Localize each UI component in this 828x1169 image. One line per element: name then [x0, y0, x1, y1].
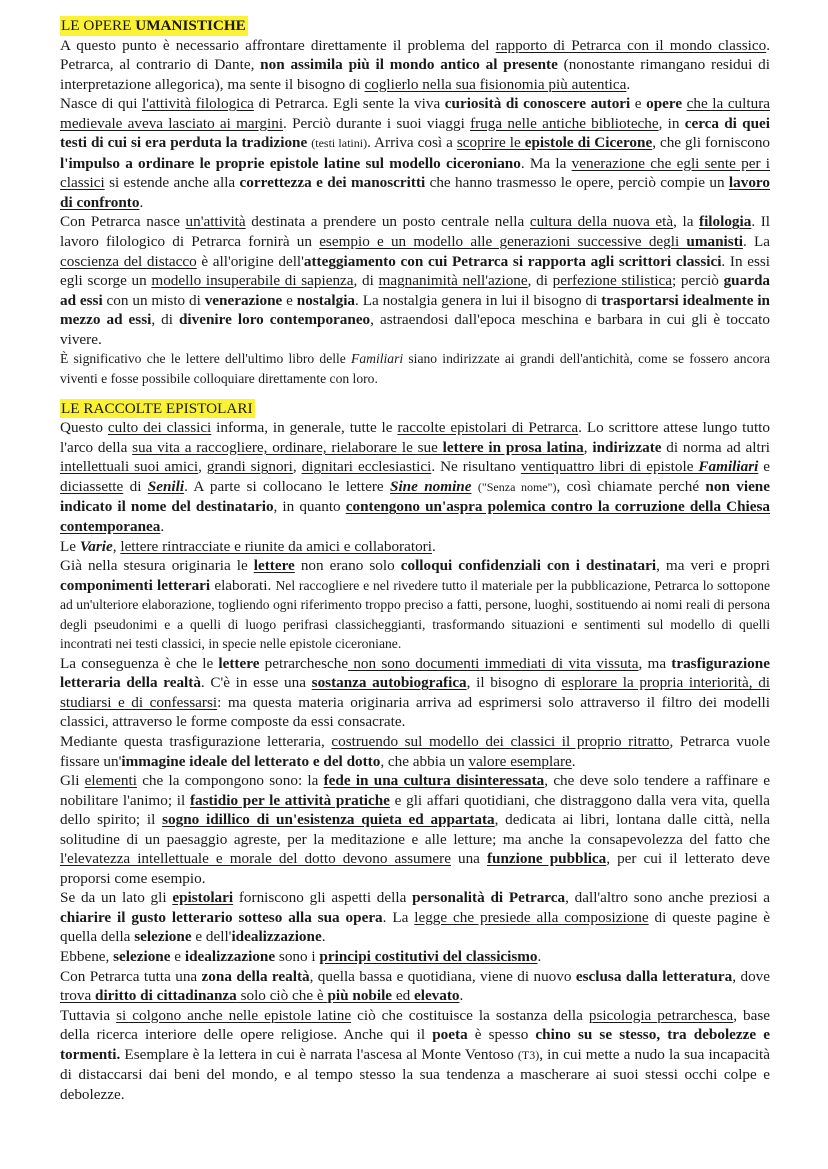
text-run: raccolte epistolari di Petrarca [397, 419, 579, 437]
text-run: (nonostante rimangano residui di interpretazione allegorica), ma sente il bisogno di [60, 56, 770, 93]
text-run: Nel raccogliere e nel rivedere tutto il materiale per la pubblicazione, Petrarca lo sottopone ad un'ulteriore elaborazione, togliendo ogni riferimento troppo preciso a fatti, persone, luoghi, sostituendo ai nomi reali di persona degli pseudonimi e a quelli di luogo perifrasi classicheggianti, trasformando situazioni e sentimenti sul modello di quelli incontrati nei testi classici, in specie nelle epistole ciceroniane. [60, 577, 770, 652]
text-run: epistolari [172, 889, 234, 907]
text-run: idealizzazione [184, 948, 276, 966]
text-run: cerca di quei testi di cui si era perduta la tradizione [60, 114, 770, 152]
text-run: , che abbia un [380, 752, 469, 770]
text-run: Esemplare è la lettera in cui è narrata l'ascesa al Monte Ventoso [120, 1045, 518, 1063]
section-heading: LE RACCOLTE EPISTOLARI [61, 399, 253, 417]
text-run: che la compongono sono: la [136, 772, 324, 790]
paragraph [60, 654, 770, 732]
text-run: . In essi egli scorge un [60, 252, 770, 290]
text-run: coscienza del distacco [60, 252, 197, 270]
text-run: Ebbene, [60, 948, 114, 966]
paragraph [60, 1006, 770, 1105]
text-run: Varie [79, 537, 113, 555]
text-run: psicologia petrarchesca [588, 1006, 734, 1024]
text-run: costruendo sul modello dei classici il proprio ritratto [331, 733, 670, 750]
text-run: . [321, 928, 326, 946]
text-run: siano indirizzate ai grandi dell'antichità, come se fossero ancora viventi e fosse possibile colloquiare direttamente con loro. [60, 351, 770, 386]
text-run: Familiari [351, 351, 404, 367]
text-run: informa, in generale, tutte le [211, 419, 398, 437]
text-run: . [139, 193, 144, 211]
text-run: destinata a prendere un posto centrale nella [245, 213, 530, 231]
text-run: , che gli forniscono [652, 134, 771, 152]
text-run: Familiari [698, 458, 759, 476]
text-run: : ma questa materia originaria arriva ad esprimersi solo attraverso il filtro dei modelli classici, attraverso le forme composte da essi consacrate. [60, 693, 771, 731]
text-run: ciò che costituisce la sostanza della [351, 1006, 589, 1024]
text-run: trasfigurazione letteraria della realtà [60, 654, 770, 692]
text-run: . Arriva così a [367, 134, 457, 152]
text-run: elaborati. [210, 576, 276, 594]
paragraph [60, 771, 770, 888]
text-run: , ma [638, 654, 672, 672]
text-run: di Petrarca. Egli sente la viva [253, 95, 445, 113]
text-run: A questo punto è necessario affrontare direttamente il problema del [60, 36, 496, 54]
text-run: . Petrarca, al contrario di Dante, [60, 36, 770, 74]
text-run: chiarire il gusto letterario sotteso alla sua opera [60, 908, 383, 926]
text-run: Con Petrarca nasce [60, 213, 186, 231]
text-run: Le [60, 537, 80, 555]
paragraph [60, 212, 770, 349]
text-run: una [450, 850, 487, 868]
text-run: , [112, 537, 121, 555]
text-run: . C'è in esse una [200, 674, 312, 692]
text-run: lettere rintracciate e riunite da amici e collaboratori [120, 537, 432, 555]
text-run: di queste pagine è quella della [60, 908, 770, 946]
paragraph [60, 94, 770, 212]
text-run: sono i [275, 948, 320, 966]
text-run: . [160, 517, 165, 535]
text-run: si colgono anche nelle epistole latine [116, 1006, 352, 1024]
paragraph [60, 888, 770, 947]
text-run: valore esemplare [468, 752, 572, 770]
text-run: . [431, 537, 436, 555]
text-run: . Ma la [520, 154, 572, 172]
text-run: con un misto di [102, 291, 205, 309]
paragraph [60, 349, 770, 387]
text-run: zona della realtà [201, 967, 310, 985]
text-run: . Ne risultano [431, 458, 521, 476]
text-run: solo ciò che è [236, 987, 328, 1005]
text-run: , dove [732, 967, 770, 985]
text-run: che hanno trasmesso le opere, perciò compie un [425, 174, 729, 192]
text-run: componimenti letterari [60, 576, 211, 594]
text-run: Sine nomine [390, 477, 472, 495]
text-run: , di [151, 311, 179, 329]
text-run: sogno idillico di un'esistenza quieta ed appartata [162, 811, 495, 829]
text-run: Nasce di qui [60, 95, 142, 113]
paragraph [60, 418, 770, 536]
text-run: petrarchesche [259, 654, 349, 672]
text-run: è all'origine dell' [196, 252, 304, 270]
text-run: immagine ideale del letterato e del dotto [121, 752, 381, 770]
text-run: diritto di cittadinanza [95, 987, 237, 1005]
text-run: . Perciò durante i suoi viaggi [283, 114, 471, 132]
text-run: , dedicata ai libri, lontana dalle città, nella solitudine di un paesaggio agreste, per la meditazione e alle letture; ma anche la consapevolezza del fatto che [60, 811, 771, 848]
text-run: coglierlo nella sua fisionomia più autentica [364, 75, 627, 93]
text-run: poeta [432, 1026, 468, 1044]
text-run: . Lo scrittore attese lungo tutto l'arco della [60, 419, 770, 456]
paragraph [60, 36, 770, 95]
text-run: e [758, 458, 771, 476]
text-run: forniscono gli aspetti della [233, 889, 413, 907]
text-run: fastidio per le attività pratiche [189, 791, 390, 809]
text-run: . La nostalgia genera in lui il bisogno di [355, 291, 602, 309]
text-run: esplorare la propria interiorità, di studiarsi e di confessarsi [60, 674, 771, 711]
text-run: esclusa dalla letteratura [575, 967, 733, 985]
text-run: nostalgia [296, 291, 356, 309]
text-run: Mediante questa trasfigurazione letteraria, [60, 733, 332, 750]
text-run: diciassette [60, 477, 124, 495]
text-run: ventiquattro libri di epistole [520, 458, 699, 476]
section-heading: LE OPERE UMANISTICHE [61, 17, 246, 34]
paragraph [60, 732, 770, 771]
text-run: cultura della nuova età [529, 213, 674, 231]
text-run: , il bisogno di [466, 674, 562, 692]
text-run: Se da un lato gli [60, 889, 173, 907]
text-run: l'impulso a ordinare le proprie epistole latine sul modello ciceroniano [60, 154, 521, 172]
text-run: atteggiamento con cui Petrarca si rapporta agli scrittori classici [303, 252, 722, 270]
text-run: indirizzate [592, 438, 662, 456]
section-raccolte-epistolari [60, 399, 770, 1105]
text-run: venerazione [204, 291, 283, 309]
text-run: , Petrarca vuole fissare un' [60, 733, 770, 770]
text-run: , quella bassa e quotidiana, viene di nuovo [309, 967, 576, 985]
text-run: un'attività [185, 213, 246, 231]
paragraph [60, 947, 770, 967]
text-run: . La [742, 233, 770, 251]
text-run: Questo [60, 419, 108, 437]
text-run: colloqui confidenziali con i destinatari [400, 557, 657, 575]
text-run: e [170, 948, 185, 966]
text-run: , in quanto [273, 498, 346, 516]
text-run: umanisti [686, 233, 743, 251]
text-run: , in [658, 114, 685, 132]
text-run: non viene indicato il nome del destinatario [60, 477, 770, 516]
text-run: , di [527, 272, 553, 290]
text-run: , astraendosi dall'epoca meschina e barbara in cui gli è toccato vivere. [60, 311, 770, 348]
text-run: e dell' [191, 928, 232, 946]
text-run: si estende anche alla [104, 174, 240, 192]
text-run: (testi latini) [311, 136, 368, 151]
text-run: personalità di Petrarca [412, 889, 566, 907]
section-opere-umanistiche [60, 16, 770, 388]
text-run: grandi signori [206, 458, 293, 476]
paragraph [60, 967, 770, 1006]
text-run: . [571, 752, 576, 770]
text-run: sostanza autobiografica [311, 674, 467, 692]
text-run: più nobile [327, 987, 393, 1005]
text-run: , di [353, 272, 379, 290]
text-run: , base della ricerca interiore delle opere religiose. Anche qui il [60, 1006, 770, 1044]
text-run: Senili [147, 477, 185, 495]
text-run: selezione [134, 928, 192, 946]
text-run: dignitari ecclesiastici [301, 458, 432, 476]
text-run: La conseguenza è che le [60, 654, 219, 672]
text-run: curiosità di conoscere autori [444, 95, 631, 113]
text-run: fede in una cultura disinteressata [323, 772, 545, 790]
text-run: rapporto di Petrarca con il mondo classico [495, 36, 767, 54]
text-run: lettere in prosa latina [442, 438, 584, 456]
text-run: intellettuali suoi amici [60, 458, 199, 476]
text-run: lettere [218, 654, 260, 672]
text-run: divenire loro contemporaneo [178, 311, 371, 329]
text-run: e gli affari quotidiani, che distraggono dalla vera vita, quella dello spirito; il [60, 791, 770, 829]
text-run: , [292, 458, 302, 476]
text-run: elevato [413, 987, 460, 1005]
text-run: , per cui il letterato deve proporsi come esempio. [60, 850, 770, 887]
text-run: ed [392, 987, 414, 1005]
text-run: , [198, 458, 207, 476]
text-run: Tuttavia [60, 1006, 117, 1024]
text-run: , [583, 438, 593, 456]
text-run: venerazione che egli sente per i classici [60, 154, 770, 192]
text-run: epistole di Cicerone [524, 134, 653, 152]
text-run: , la [673, 213, 700, 231]
text-run: . Il lavoro filologico di Petrarca fornirà un [60, 213, 771, 251]
text-run: . [459, 987, 464, 1005]
text-run: non erano solo [294, 557, 401, 575]
text-run: legge che presiede alla composizione [414, 908, 649, 926]
text-run: . A parte si collocano le lettere [184, 477, 391, 495]
text-run: , che deve solo tendere a raffinare e nobilitare l'animo; il [60, 772, 770, 809]
text-run: chino su se stesso, tra debolezze e tormenti. [60, 1026, 770, 1063]
text-run: funzione pubblica [486, 850, 607, 868]
text-run: , così chiamate perché [556, 477, 706, 495]
text-run: di norma ad altri [661, 438, 771, 456]
text-run: principi costitutivi del classicismo [319, 948, 538, 966]
text-run: di [123, 477, 148, 495]
text-run: lettere [253, 557, 295, 575]
text-run: Già nella stesura originaria le [60, 557, 254, 575]
text-run: scoprire le [456, 134, 525, 152]
text-run: perfezione stilistica [552, 272, 673, 290]
paragraph [60, 556, 770, 654]
text-run: contengono un'aspra polemica contro la corruzione della Chiesa contemporanea [60, 498, 770, 535]
text-run: esempio e un modello alle generazioni successive degli [319, 233, 687, 251]
text-run: . [626, 75, 631, 93]
text-run: Con Petrarca tutta una [60, 967, 202, 985]
text-run: , in cui mette a nudo la sua incapacità di distaccarsi dai beni del mondo, e al tempo stesso la sua tendenza a mascherare ai suoi stessi occhi colpe e debolezze. [60, 1045, 770, 1103]
text-run: selezione [113, 948, 171, 966]
text-run: idealizzazione [231, 928, 322, 946]
text-run: trasportarsi idealmente in mezzo ad essi [60, 291, 771, 329]
text-run: e [282, 291, 297, 309]
text-run: correttezza e dei manoscritti [239, 174, 426, 192]
text-run: Gli [60, 772, 85, 790]
text-run: non sono documenti immediati di vita vissuta [348, 654, 639, 672]
text-run: fruga nelle antiche biblioteche [470, 114, 659, 132]
text-run: è spesso [467, 1026, 536, 1044]
text-run: magnanimità nell'azione [378, 272, 528, 290]
text-run: ; perciò [672, 272, 724, 290]
text-run: , dall'altro sono anche preziosi a [565, 889, 770, 907]
text-run: elementi [84, 772, 137, 790]
text-run: , ma veri e propri [656, 557, 770, 575]
text-run: lavoro di confronto [60, 174, 770, 211]
text-run: non assimila più il mondo antico al presente [260, 56, 558, 74]
text-run: sua vita a raccogliere, ordinare, rielaborare le sue [132, 438, 443, 456]
text-run: e [630, 95, 647, 113]
text-run: filologia [699, 213, 752, 231]
text-run: trova [60, 987, 96, 1005]
text-run: guarda ad essi [60, 272, 770, 309]
text-run: opere [646, 95, 683, 113]
text-run: l'attività filologica [142, 95, 254, 113]
paragraph [60, 537, 770, 557]
text-run: È significativo che le lettere dell'ultimo libro delle [60, 351, 352, 367]
text-run: ("Senza nome") [477, 479, 557, 494]
text-run: l'elevatezza intellettuale e morale del dotto devono assumere [60, 850, 451, 868]
text-run: . La [382, 908, 415, 926]
text-run: . [537, 948, 542, 966]
text-run: modello insuperabile di sapienza [151, 272, 354, 290]
text-run: (T3) [517, 1047, 540, 1062]
text-run: culto dei classici [107, 419, 212, 437]
text-run: che la cultura medievale aveva lasciato ai margini [60, 95, 770, 132]
